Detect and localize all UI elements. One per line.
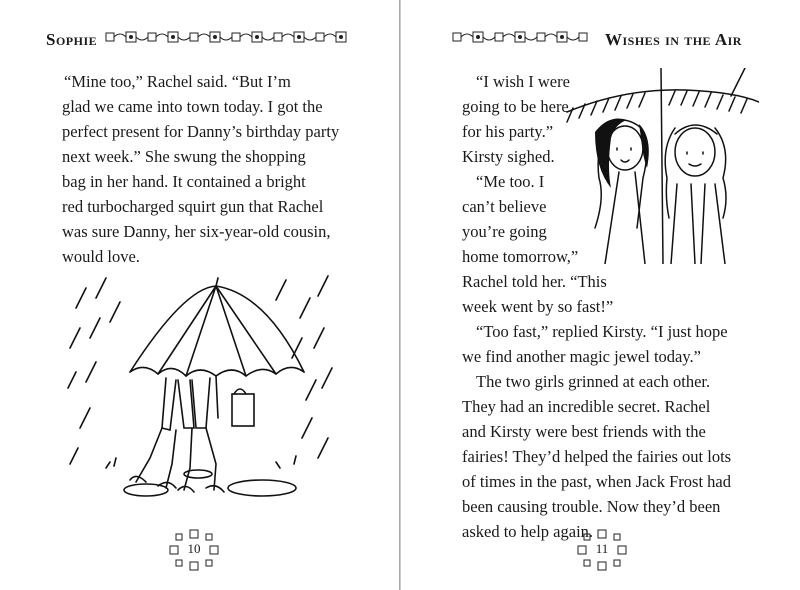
ornament-border-right: [451, 28, 599, 46]
text-line: They had an incredible secret. Rachel: [462, 397, 711, 416]
page-number: 11: [595, 541, 609, 556]
text-line: asked to help again.: [462, 522, 594, 541]
left-page: [0, 0, 399, 590]
girls-under-umbrella-illustration: [565, 68, 759, 264]
right-page: [401, 0, 800, 590]
text-line: you’re going: [462, 222, 547, 241]
ornament-border-left: [104, 28, 350, 46]
umbrella-rain-illustration: [66, 268, 342, 508]
text-line: “I wish I were: [476, 72, 570, 91]
page-number-right: [576, 528, 628, 572]
page-number: 10: [187, 541, 201, 556]
text-line: Rachel told her. “This: [462, 272, 607, 291]
running-head-left: Sophie: [46, 30, 98, 49]
text-line: and Kirsty were best friends with the: [462, 422, 706, 441]
text-line: going to be here: [462, 97, 569, 116]
text-line: bag in her hand. It contained a bright: [62, 172, 306, 191]
text-line: Kirsty sighed.: [462, 147, 555, 166]
text-line: glad we came into town today. I got the: [62, 97, 323, 116]
text-line: we find another magic jewel today.”: [462, 347, 702, 366]
text-line: “Mine too,” Rachel said. “But I’m: [64, 72, 291, 91]
text-line: red turbocharged squirt gun that Rachel: [62, 197, 324, 216]
running-head-right: Wishes in the Air: [605, 30, 742, 49]
text-line: for his party.”: [462, 122, 554, 141]
text-line: “Too fast,” replied Kirsty. “I just hope: [476, 322, 728, 341]
text-line: would love.: [62, 247, 140, 266]
text-line: “Me too. I: [476, 172, 545, 191]
text-line: next week.” She swung the shopping: [62, 147, 306, 166]
text-line: can’t believe: [462, 197, 547, 216]
text-line: been causing trouble. Now they’d been: [462, 497, 721, 516]
text-line: fairies! They’d helped the fairies out lots: [462, 447, 732, 466]
text-line: of times in the past, when Jack Frost had: [462, 472, 731, 491]
text-line: week went by so fast!”: [462, 297, 614, 316]
left-body-text: [62, 69, 362, 269]
text-line: was sure Danny, her six-year-old cousin,: [62, 222, 331, 241]
text-line: home tomorrow,”: [462, 247, 579, 266]
page-number-left: [168, 528, 220, 572]
text-line: perfect present for Danny’s birthday party: [62, 122, 340, 141]
text-line: The two girls grinned at each other.: [476, 372, 711, 391]
